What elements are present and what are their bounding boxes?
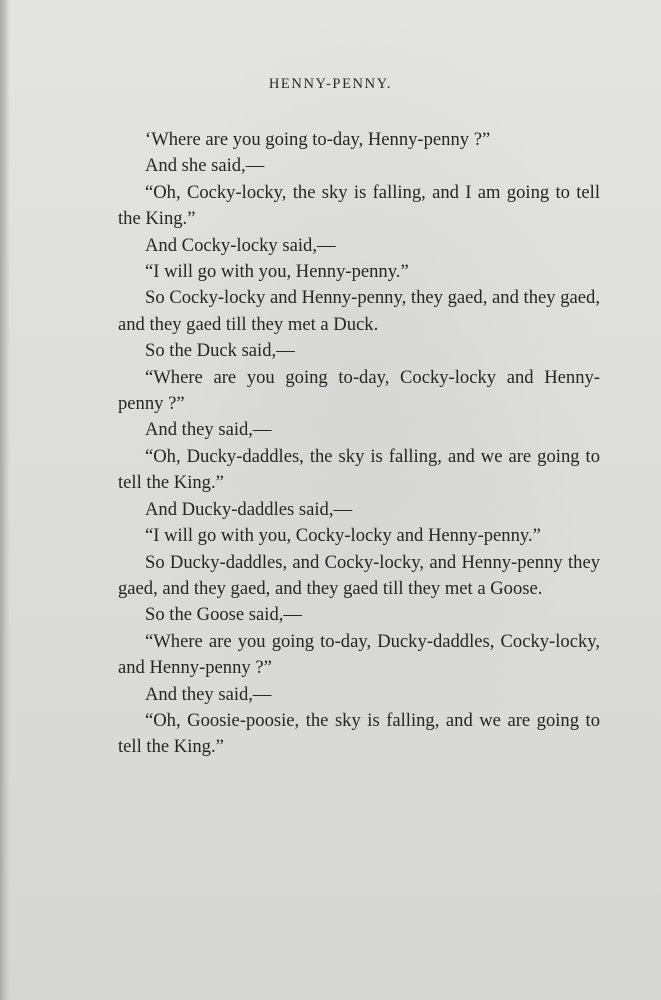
paragraph: “Where are you going to-day, Cocky-locky and Henny-penny ?” [118, 366, 600, 415]
paragraph: “Oh, Goosie-poosie, the sky is falling, and we are going to tell the King.” [118, 709, 600, 758]
running-head: HENNY-PENNY. [268, 76, 393, 92]
paragraph: ‘Where are you going to-day, Henny-penny ?” [145, 129, 491, 150]
paragraph: “Where are you going to-day, Ducky-daddles, Cocky-locky, and Henny-penny ?” [118, 630, 600, 679]
paragraph: So Cocky-locky and Henny-penny, they gaed, and they gaed, and they gaed till they met a Duck. [118, 287, 600, 335]
paragraph: So the Goose said,— [145, 604, 303, 626]
paragraph: And they said,— [145, 419, 272, 441]
paragraph: “Oh, Ducky-daddles, the sky is falling, and we are going to tell the King.” [118, 445, 600, 494]
paragraph: So the Duck said,— [145, 340, 295, 362]
paragraph: “I will go with you, Cocky-locky and Henny-penny.” [145, 525, 541, 547]
paragraph: So Ducky-daddles, and Cocky-locky, and Henny-penny they gaed, and they gaed, and they gaed till they met a Goose. [118, 551, 600, 599]
paragraph: And Ducky-daddles said,— [145, 498, 353, 520]
paragraph: “Oh, Cocky-locky, the sky is falling, and I am going to tell the King.” [118, 181, 600, 230]
paragraph: And Cocky-locky said,— [145, 234, 336, 256]
page-binding-edge [0, 0, 10, 1000]
paragraph: And they said,— [145, 683, 272, 705]
story-text [118, 127, 600, 761]
paragraph: “I will go with you, Henny-penny.” [145, 261, 409, 283]
paragraph: And she said,— [145, 155, 265, 177]
